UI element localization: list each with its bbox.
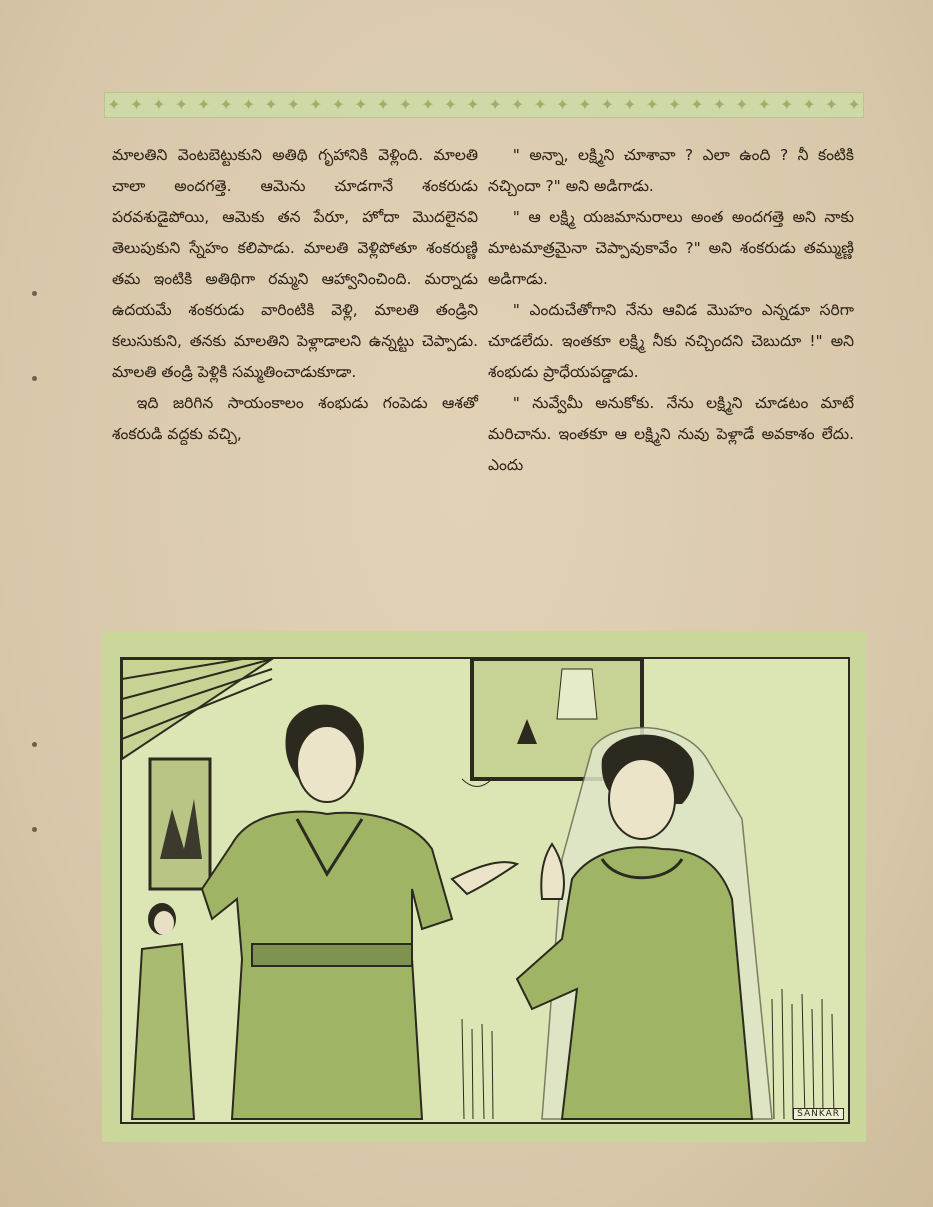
binding-hole <box>32 827 37 832</box>
border-ornament: ✦ <box>667 95 682 114</box>
border-ornament: ✦ <box>398 95 413 114</box>
decorative-border <box>104 92 864 118</box>
border-ornament: ✦ <box>690 95 704 114</box>
story-illustration <box>120 657 850 1124</box>
paragraph: ఇది జరిగిన సాయంకాలం శంభుడు గంపెడు ఆశతో శంకరుడి వద్దకు వచ్చి, <box>112 394 478 443</box>
border-ornament: ✦ <box>443 95 458 114</box>
border-ornament: ✦ <box>645 95 659 114</box>
border-ornament: ✦ <box>264 95 278 114</box>
border-ornament: ✦ <box>533 95 547 114</box>
border-ornament: ✦ <box>331 95 345 114</box>
man-figure <box>202 705 517 1119</box>
binding-hole <box>32 291 37 296</box>
border-ornament: ✦ <box>309 95 323 114</box>
border-ornament: ✦ <box>107 95 121 114</box>
girl-figure <box>132 903 194 1119</box>
border-ornament: ✦ <box>735 95 749 114</box>
border-ornament: ✦ <box>488 95 502 114</box>
illustration-frame <box>102 631 866 1142</box>
binding-hole <box>32 742 37 747</box>
binding-hole <box>32 376 37 381</box>
border-ornament: ✦ <box>353 95 368 114</box>
wall-painting-left <box>150 759 210 889</box>
border-ornament: ✦ <box>174 95 188 114</box>
border-ornament: ✦ <box>241 95 256 114</box>
left-text-column <box>112 140 478 450</box>
paragraph: " ఆ లక్ష్మి యజమానురాలు అంత అందగత్తె అని నాకు మాటమాత్రమైనా చెప్పావుకావేం ?" అని శంకరుడు తమ్ముణ్ణి అడిగాడు. <box>488 208 854 288</box>
border-ornament: ✦ <box>152 95 166 114</box>
paragraph: మాలతిని వెంటబెట్టుకుని అతిథి గృహానికి వెళ్లింది. మాలతి చాలా అందగత్తె. ఆమెను చూడగానే శంకరుడు పరవశుడైపోయి, ఆమెకు తన పేరూ, హోదా మొదలైనవి తెలుపుకుని స్నేహం కలిపాడు. మాలతి వెళ్లిపోతూ శంకరుణ్ణి తమ ఇంటికి అతిథిగా రమ్మని ఆహ్వానించింది. మర్నాడు ఉదయమే శంకరుడు వారింటికి వెళ్లి, మాలతి తండ్రిని కలుసుకుని, తనకు మాలతిని పెళ్లాడాలని ఉన్నట్టు చెప్పాడు. మాలతి తండ్రి పెళ్లికి సమ్మతించాడుకూడా. <box>112 146 478 381</box>
illustration-drawing <box>122 659 848 1122</box>
border-ornament: ✦ <box>578 95 592 114</box>
border-ornament: ✦ <box>129 95 144 114</box>
paragraph: " నువ్వేమీ అనుకోకు. నేను లక్ష్మిని చూడటం మాటే మరిచాను. ఇంతకూ ఆ లక్ష్మిని నువు పెళ్లాడే అవకాశం లేదు. ఎందు <box>488 394 854 474</box>
woman-figure <box>517 728 772 1119</box>
border-ornament: ✦ <box>466 95 480 114</box>
roof-beams <box>122 659 272 759</box>
border-ornament: ✦ <box>779 95 794 114</box>
border-ornament: ✦ <box>712 95 727 114</box>
border-ornament: ✦ <box>219 95 233 114</box>
border-ornament: ✦ <box>376 95 390 114</box>
border-ornament: ✦ <box>510 95 525 114</box>
border-ornament: ✦ <box>824 95 839 114</box>
border-ornament: ✦ <box>600 95 614 114</box>
artist-signature: SANKAR <box>793 1108 844 1120</box>
border-ornament: ✦ <box>847 95 861 114</box>
border-ornament: ✦ <box>196 95 211 114</box>
border-ornament: ✦ <box>757 95 771 114</box>
border-ornament: ✦ <box>802 95 816 114</box>
border-ornament: ✦ <box>623 95 637 114</box>
right-text-column <box>488 140 854 481</box>
border-ornament: ✦ <box>555 95 570 114</box>
paragraph: " అన్నా, లక్ష్మిని చూశావా ? ఎలా ఉంది ? నీ కంటికి నచ్చిందా ?" అని అడిగాడు. <box>488 146 854 195</box>
paragraph: " ఎందుచేతోగాని నేను ఆవిడ మొహం ఎన్నడూ సరిగా చూడలేదు. ఇంతకూ లక్ష్మి నీకు నచ్చిందని చెబుదూ !" అని శంభుడు ప్రాధేయపడ్డాడు. <box>488 301 854 381</box>
border-ornament: ✦ <box>421 95 435 114</box>
border-ornament: ✦ <box>286 95 301 114</box>
